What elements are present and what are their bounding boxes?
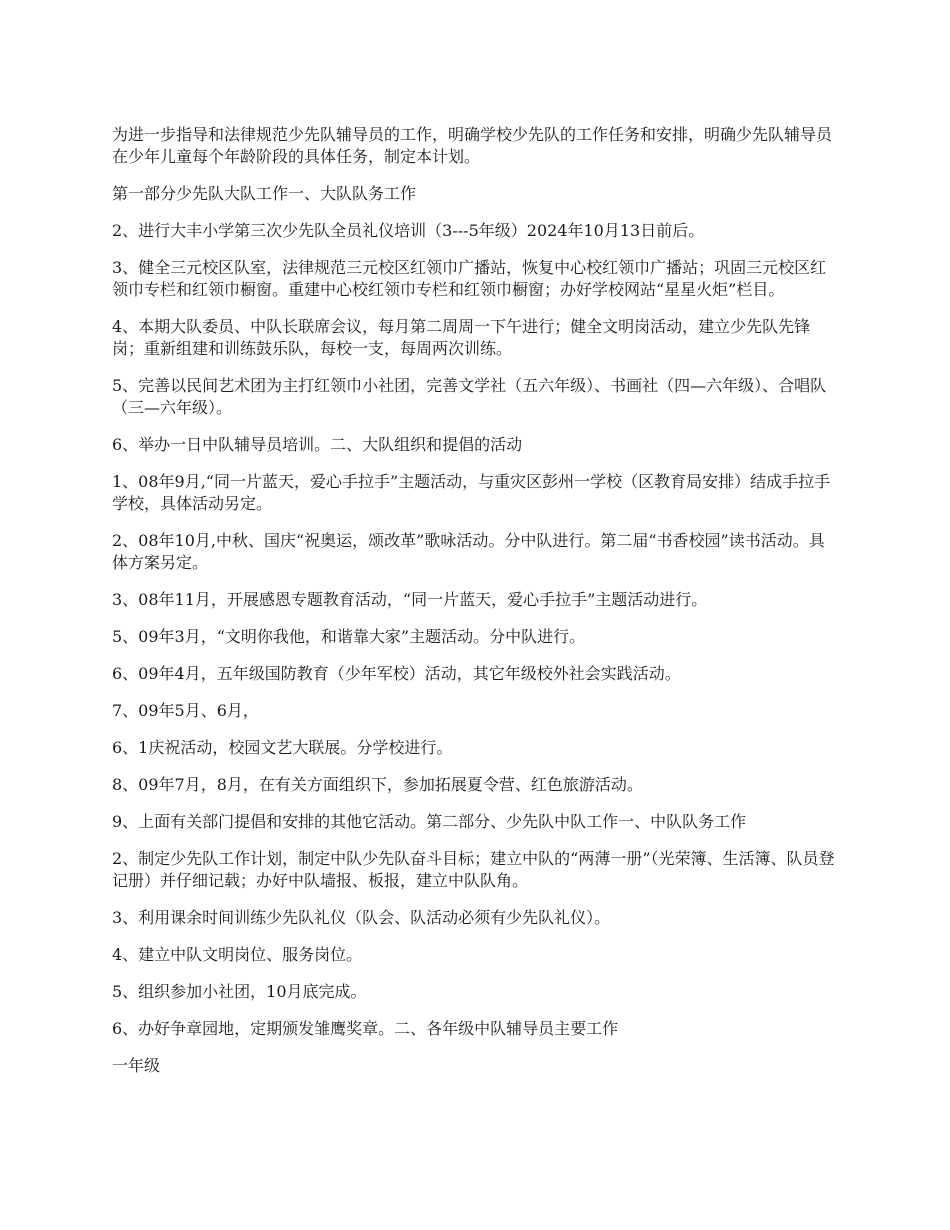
paragraph-intro: 为进一步指导和法律规范少先队辅导员的工作，明确学校少先队的工作任务和安排，明确少先队辅导员在少年儿童每个年龄阶段的具体任务，制定本计划。 — [112, 125, 833, 166]
paragraph-item: 3、08年11月，开展感恩专题教育活动，“同一片蓝天，爱心手拉手”主题活动进行。 — [112, 590, 708, 609]
paragraph-item: 9、上面有关部门提倡和安排的其他它活动。第二部分、少先队中队工作一、中队队务工作 — [112, 812, 747, 831]
paragraph-item: 2、进行大丰小学第三次少先队全员礼仪培训（3---5年级）2024年10月13日前后。 — [112, 221, 705, 240]
paragraph-item: 4、本期大队委员、中队长联席会议，每月第二周周一下午进行；健全文明岗活动，建立少先队先锋岗；重新组建和训练鼓乐队，每校一支，每周两次训练。 — [112, 317, 811, 358]
paragraph-item: 3、利用课余时间训练少先队礼仪（队会、队活动必须有少先队礼仪）。 — [112, 908, 611, 927]
paragraph-item: 5、09年3月，“文明你我他，和谐靠大家”主题活动。分中队进行。 — [112, 627, 586, 646]
paragraph-item: 7、09年5月、6月， — [112, 701, 259, 720]
paragraph-item: 6、举办一日中队辅导员培训。二、大队组织和提倡的活动 — [112, 435, 523, 454]
paragraph-item: 6、办好争章园地，定期颁发雏鹰奖章。二、各年级中队辅导员主要工作 — [112, 1019, 619, 1038]
paragraph-item: 6、1庆祝活动，校园文艺大联展。分学校进行。 — [112, 738, 453, 757]
paragraph-item: 8、09年7月，8月，在有关方面组织下，参加拓展夏令营、红色旅游活动。 — [112, 775, 643, 794]
paragraph-item: 4、建立中队文明岗位、服务岗位。 — [112, 945, 363, 964]
paragraph-item: 5、完善以民间艺术团为主打红领巾小社团，完善文学社（五六年级）、书画社（四—六年级）、合唱队（三—六年级）。 — [112, 376, 827, 417]
paragraph-item: 2、制定少先队工作计划，制定中队少先队奋斗目标；建立中队的“两薄一册”（光荣簿、生活簿、队员登记册）并仔细记载；办好中队墙报、板报，建立中队队角。 — [112, 849, 835, 890]
paragraph-item: 1、08年9月,“同一片蓝天，爱心手拉手”主题活动，与重灾区彭州一学校（区教育局安排）结成手拉手学校，具体活动另定。 — [112, 472, 831, 513]
document-body — [112, 124, 836, 1092]
paragraph-item: 5、组织参加小社团，10月底完成。 — [112, 982, 367, 1001]
paragraph-item: 2、08年10月,中秋、国庆“祝奥运，颂改革”歌咏活动。分中队进行。第二届“书香校园”读书活动。具体方案另定。 — [112, 531, 825, 572]
paragraph-section-1-heading: 第一部分少先队大队工作一、大队队务工作 — [112, 184, 417, 203]
paragraph-item: 3、健全三元校区队室，法律规范三元校区红领巾广播站，恢复中心校红领巾广播站；巩固三元校区红领巾专栏和红领巾橱窗。重建中心校红领巾专栏和红领巾橱窗；办好学校网站“星星火炬”栏目。 — [112, 258, 827, 299]
paragraph-grade-heading: 一年级 — [112, 1056, 161, 1075]
paragraph-item: 6、09年4月，五年级国防教育（少年军校）活动，其它年级校外社会实践活动。 — [112, 664, 681, 683]
